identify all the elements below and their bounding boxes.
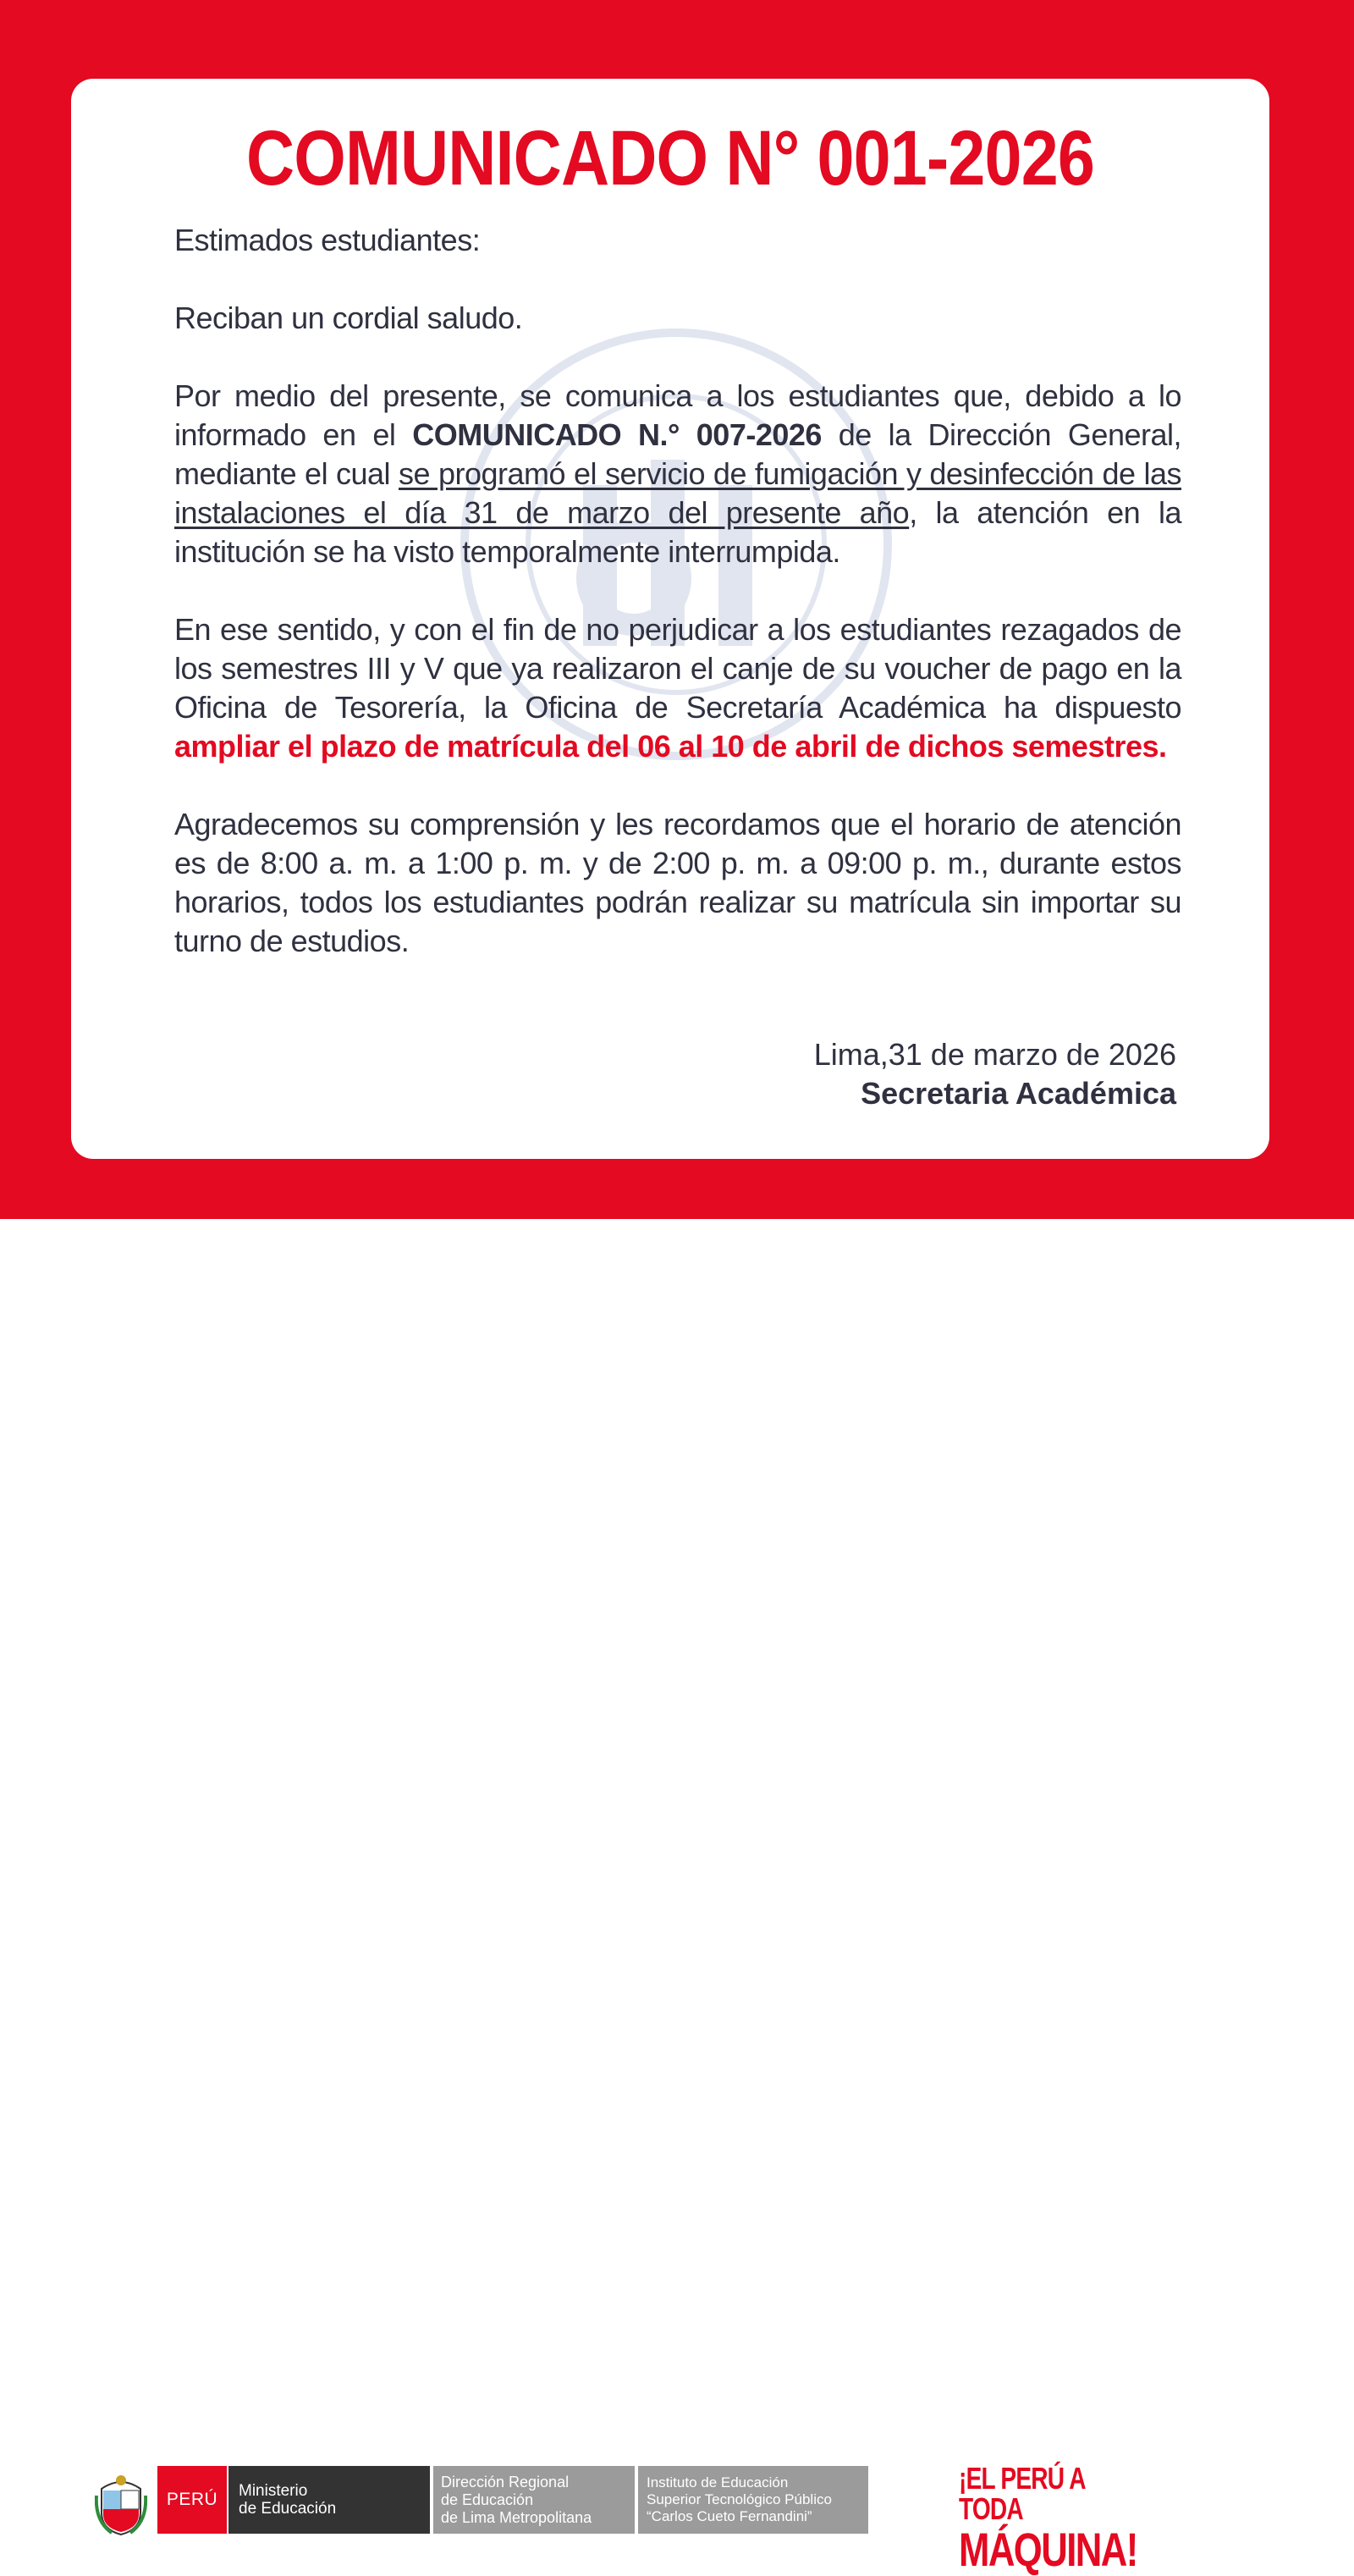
peru-label: PERÚ <box>157 2466 227 2534</box>
ministry-label: Ministerio de Educación <box>228 2466 430 2534</box>
greeting: Estimados estudiantes: <box>174 223 481 257</box>
institute-label: Instituto de Educación Superior Tecnológico Público “Carlos Cueto Fernandini” <box>638 2466 868 2534</box>
paragraph-fumigation <box>174 377 1181 571</box>
enrollment-extension-highlight: ampliar el plazo de matrícula del 06 al 10 de abril de dichos semestres. <box>174 729 1167 764</box>
announcement-card <box>71 79 1269 1159</box>
peru-coat-of-arms-icon <box>95 2470 147 2538</box>
regional-direction-label: Dirección Regional de Educación de Lima Metropolitana <box>433 2466 635 2534</box>
slogan-line-2: MÁQUINA! <box>959 2523 1137 2576</box>
slogan-line-1: ¡EL PERÚ A TODA <box>959 2461 1085 2526</box>
place-date: Lima,31 de marzo de 2026 <box>813 1037 1176 1072</box>
signing-office: Secretaria Académica <box>861 1076 1176 1111</box>
referenced-communique: COMUNICADO N.° 007-2026 <box>412 417 822 452</box>
slogan <box>959 2461 1137 2576</box>
signature-block <box>814 1035 1176 1113</box>
paragraph-extension <box>174 610 1181 766</box>
paragraph-text: Por medio del presente, se comunica a los estudiantes que, debido a lo informado en el <box>174 378 1181 452</box>
paragraph-text: de la Dirección General, mediante el cual <box>174 417 1181 491</box>
announcement-body <box>174 221 1181 1000</box>
footer-logos <box>0 1219 1354 2576</box>
salutation: Reciban un cordial saludo. <box>174 301 523 335</box>
fumigation-notice: se programó el servicio de fumigación y desinfección de las instalaciones el día 31 de marzo del presente año <box>174 456 1181 530</box>
paragraph-text: , la atención en la institución se ha visto temporalmente interrumpida. <box>174 495 1181 569</box>
paragraph-text: En ese sentido, y con el fin de no perjudicar a los estudiantes rezagados de los semestres III y V que ya realizaron el canje de su voucher de pago en la Oficina de Tesorería, la Oficina de Secretaría Académica ha dispuesto <box>174 612 1181 725</box>
paragraph-schedule: Agradecemos su comprensión y les recordamos que el horario de atención es de 8:00 a. m. a 1:00 p. m. y de 2:00 p. m. a 09:00 p. m., durante estos horarios, todos los estudiantes podrán realizar su matrícula sin importar su turno de estudios. <box>174 807 1181 958</box>
page-title: COMUNICADO N° 001-2026 <box>245 115 1094 201</box>
